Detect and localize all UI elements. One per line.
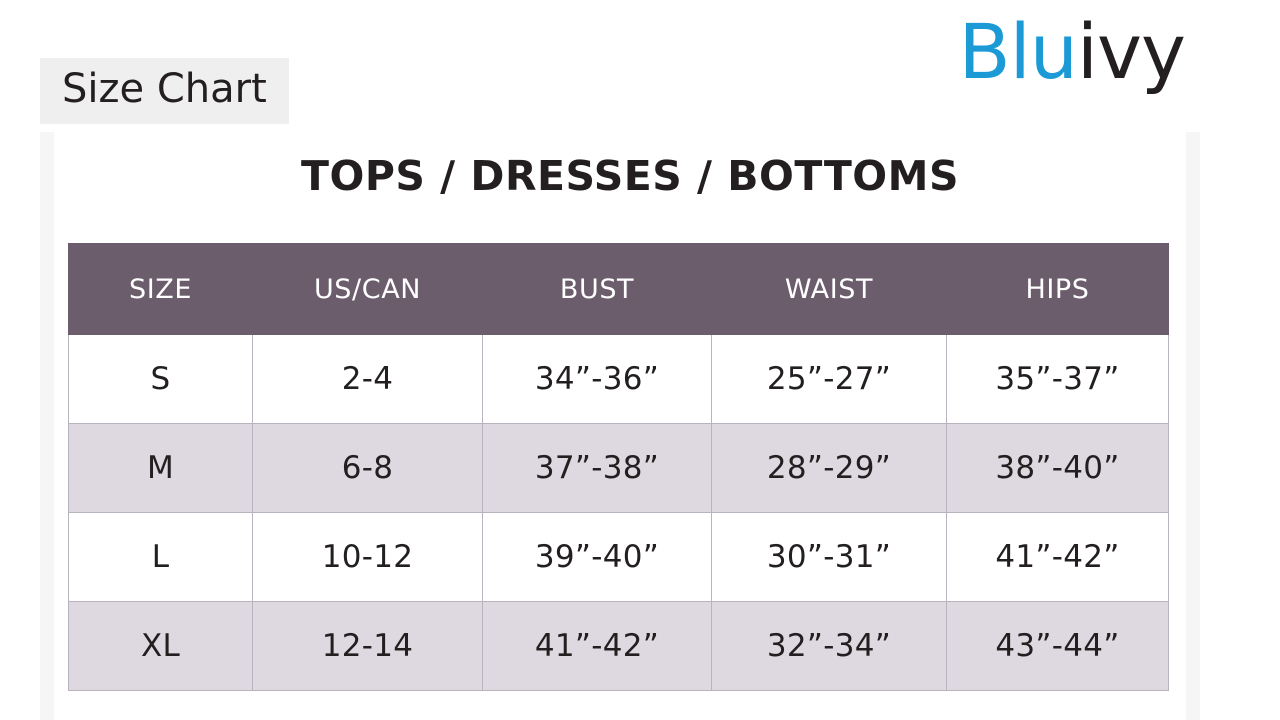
cell-hips: 38”-40” [947,424,1169,513]
cell-bust: 41”-42” [483,602,712,691]
size-table-body [69,335,1169,691]
cell-size: S [69,335,253,424]
cell-size: M [69,424,253,513]
brand-logo-ivy: ivy [1076,7,1185,96]
cell-uscan: 6-8 [253,424,483,513]
cell-bust: 39”-40” [483,513,712,602]
brand-logo-blu: Blu [958,7,1077,96]
cell-uscan: 12-14 [253,602,483,691]
cell-waist: 28”-29” [712,424,947,513]
cell-uscan: 2-4 [253,335,483,424]
cell-bust: 37”-38” [483,424,712,513]
cell-size: XL [69,602,253,691]
column-header-waist: WAIST [712,244,947,335]
table-row [69,513,1169,602]
column-header-uscan: US/CAN [253,244,483,335]
table-row [69,424,1169,513]
cell-bust: 34”-36” [483,335,712,424]
column-header-bust: BUST [483,244,712,335]
cell-uscan: 10-12 [253,513,483,602]
cell-size: L [69,513,253,602]
cell-hips: 41”-42” [947,513,1169,602]
cell-waist: 25”-27” [712,335,947,424]
cell-hips: 43”-44” [947,602,1169,691]
table-title: TOPS / DRESSES / BOTTOMS [301,152,959,200]
cell-hips: 35”-37” [947,335,1169,424]
column-header-size: SIZE [69,244,253,335]
cell-waist: 32”-34” [712,602,947,691]
size-table-head [69,244,1169,335]
table-row [69,602,1169,691]
table-row [69,335,1169,424]
table-header-row [69,244,1169,335]
cell-waist: 30”-31” [712,513,947,602]
size-chart-title: Size Chart [40,58,289,124]
column-header-hips: HIPS [947,244,1169,335]
size-table [68,243,1169,691]
brand-logo [958,7,1186,96]
